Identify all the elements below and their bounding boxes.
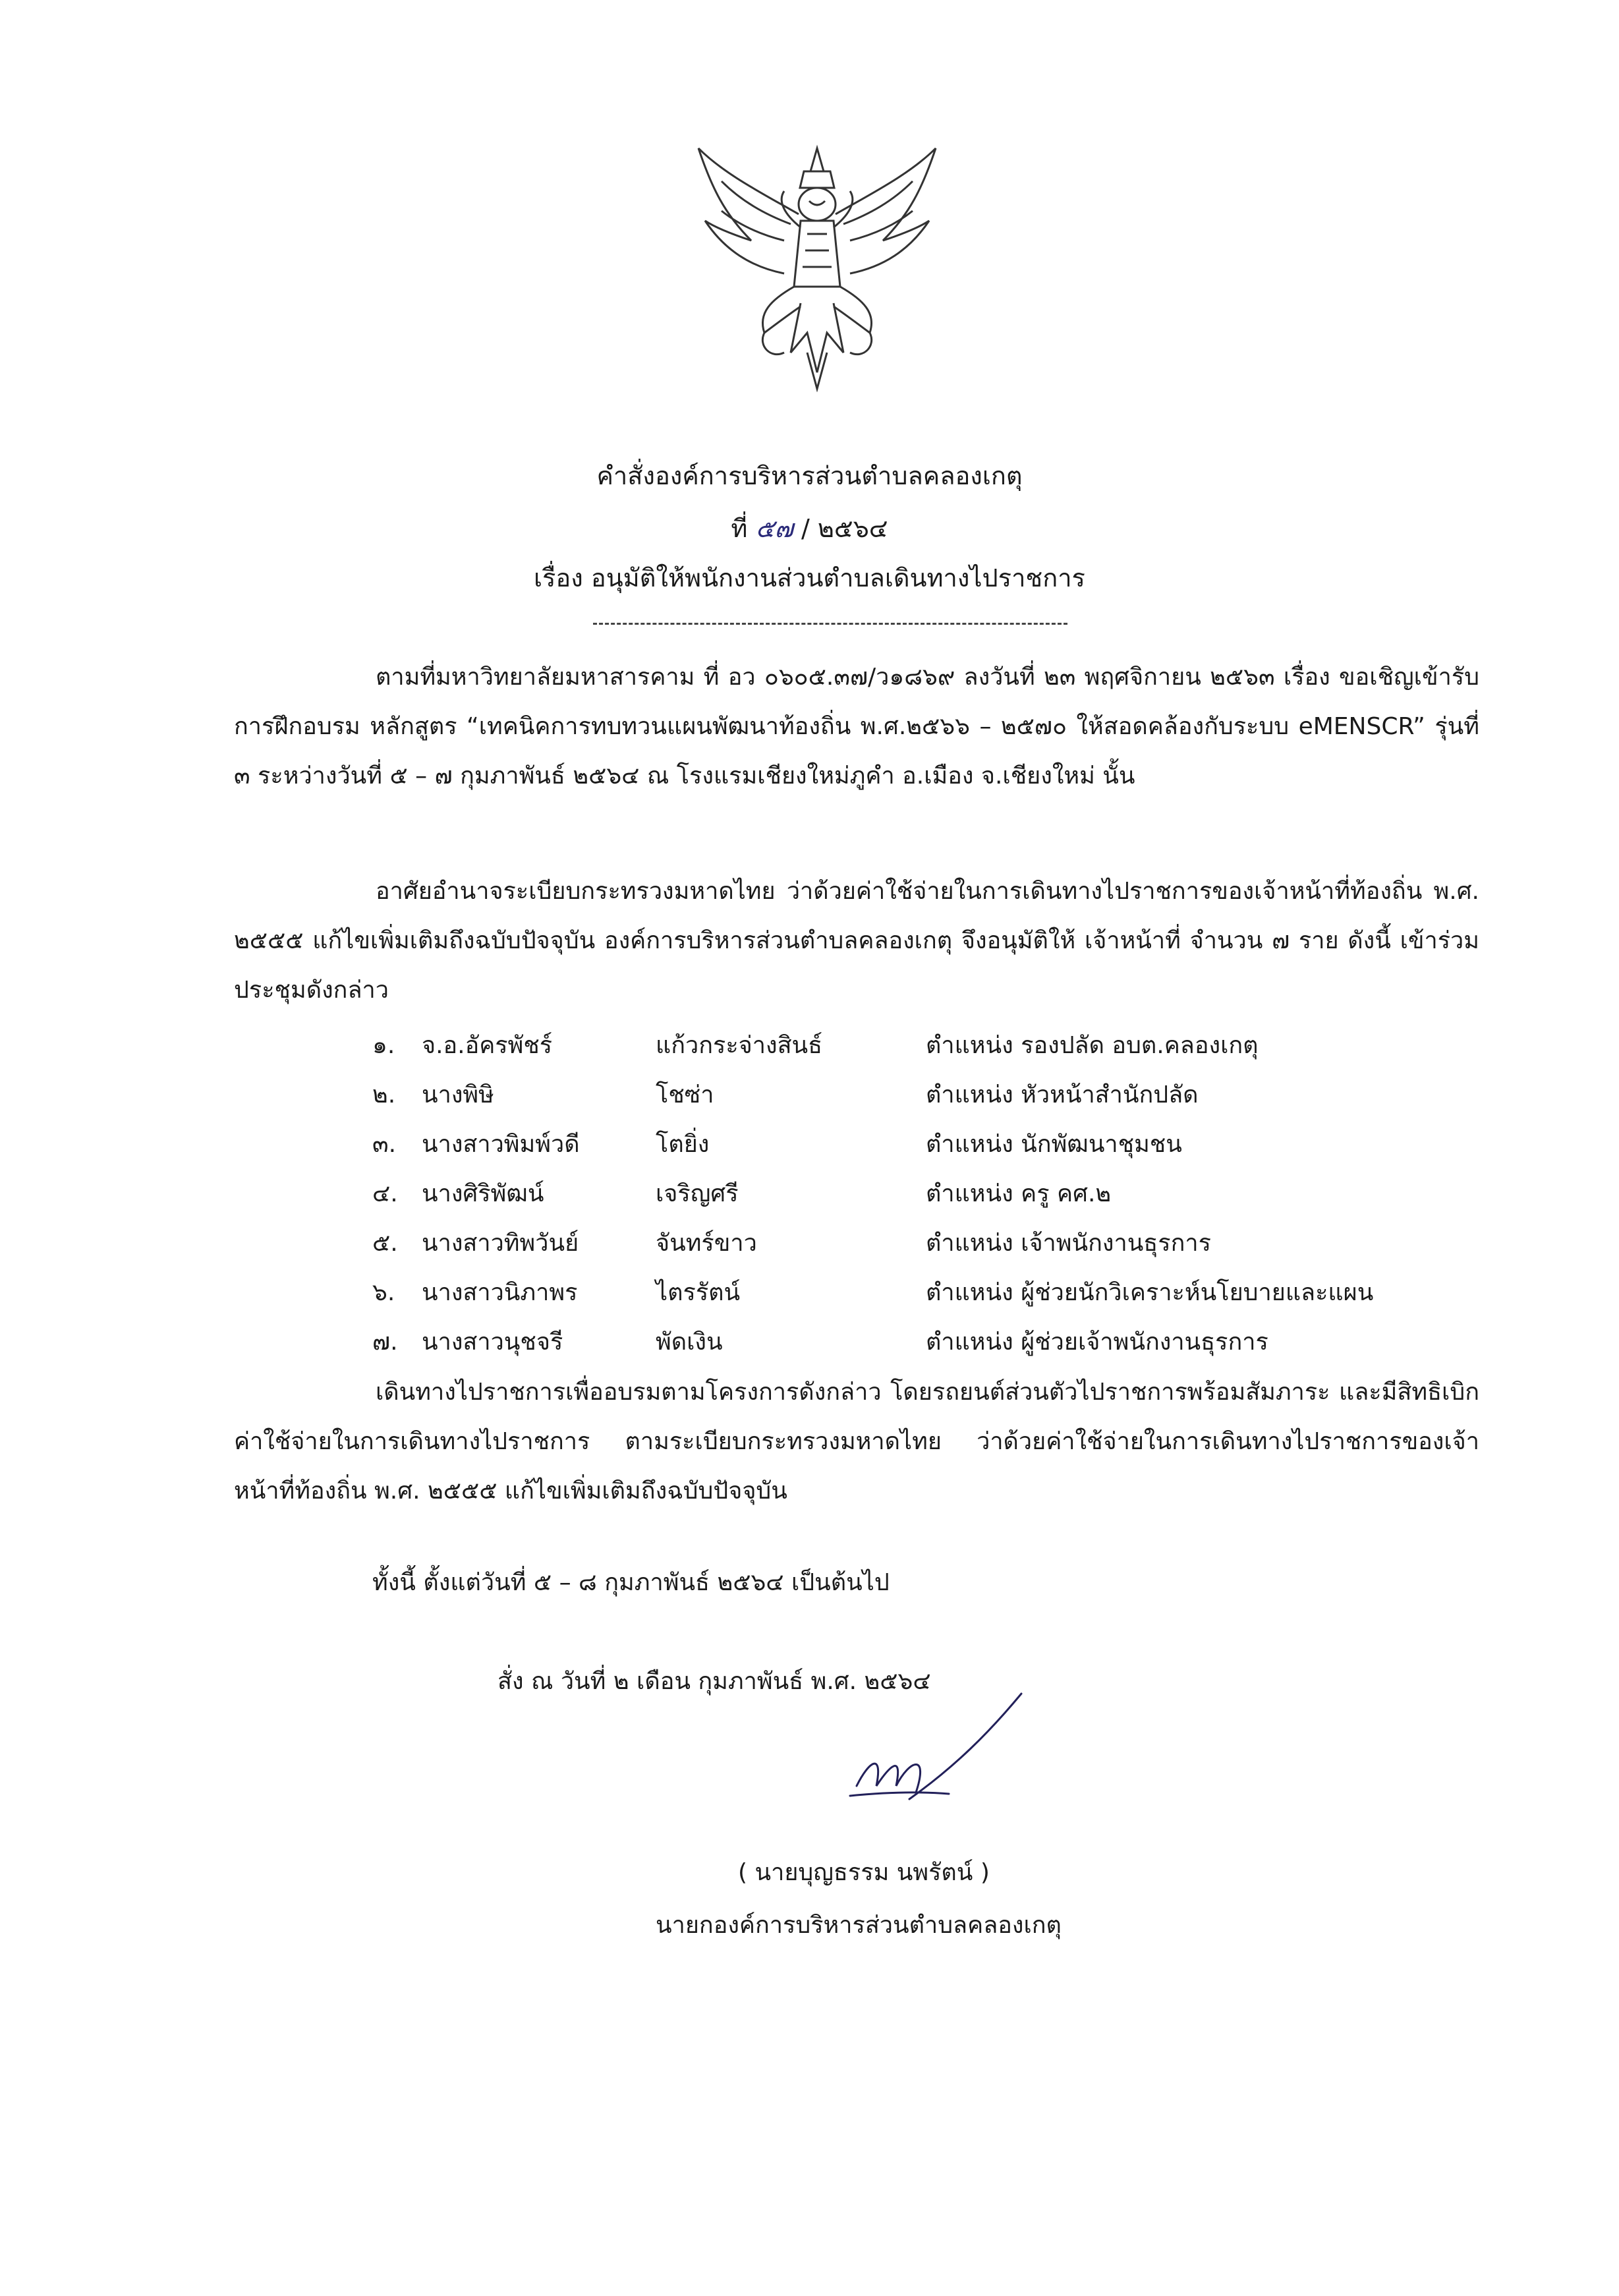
effective-date: ทั้งนี้ ตั้งแต่วันที่ ๕ – ๘ กุมภาพันธ์ ๒๕๖๔ เป็นต้นไป xyxy=(372,1569,890,1596)
staff-position: ตำแหน่ง ครู คศ.๒ xyxy=(926,1180,1112,1207)
order-number-prefix: ที่ xyxy=(731,514,748,543)
paragraph-reference: ตามที่มหาวิทยาลัยมหาสารคาม ที่ อว ๐๖๐๕.๓๗/ว๑๘๖๙ ลงวันที่ ๒๓ พฤศจิกายน ๒๕๖๓ เรื่อง ขอเชิญเข้ารับการฝึกอบรม หลักสูตร “เทคนิคการทบทวนแผนพัฒนาท้องถิ่น พ.ศ.๒๕๖๖ – ๒๕๗๐ ให้สอดคล้องกับระบบ eMENSCR” รุ่นที่ ๓ ระหว่างวันที่ ๕ – ๗ กุมภาพันธ์ ๒๕๖๔ ณ โรงแรมเชียงใหม่ภูคำ อ.เมือง จ.เชียงใหม่ นั้น xyxy=(234,664,1479,789)
order-org-title: คำสั่งองค์การบริหารส่วนตำบลคลองเกตุ xyxy=(596,461,1023,490)
handwritten-signature xyxy=(830,1687,1028,1819)
signer-title: นายกองค์การบริหารส่วนตำบลคลองเกตุ xyxy=(656,1912,1062,1939)
staff-number: ๑. xyxy=(372,1032,395,1059)
staff-first-name: นางสาวนุชจรี xyxy=(422,1329,563,1356)
signer-name: ( นายบุญธรรม นพรัตน์ ) xyxy=(738,1859,990,1886)
staff-number: ๖. xyxy=(372,1279,395,1306)
staff-last-name: เจริญศรี xyxy=(656,1180,739,1207)
staff-last-name: พัดเงิน xyxy=(656,1329,723,1356)
staff-first-name: นางสาวทิพวันย์ xyxy=(422,1230,579,1257)
paragraph-authority: อาศัยอำนาจระเบียบกระทรวงมหาดไทย ว่าด้วยค่าใช้จ่ายในการเดินทางไปราชการของเจ้าหน้าที่ท้องถิ่น พ.ศ. ๒๕๕๕ แก้ไขเพิ่มเติมถึงฉบับปัจจุบัน องค์การบริหารส่วนตำบลคลองเกตุ จึงอนุมัติให้ เจ้าหน้าที่ จำนวน ๗ ราย ดังนี้ เข้าร่วมประชุมดังกล่าว xyxy=(234,878,1479,1004)
staff-position: ตำแหน่ง นักพัฒนาชุมชน xyxy=(926,1131,1182,1158)
staff-number: ๔. xyxy=(372,1180,398,1207)
staff-number: ๕. xyxy=(372,1230,398,1257)
header-divider xyxy=(593,623,1067,625)
staff-position: ตำแหน่ง เจ้าพนักงานธุรการ xyxy=(926,1230,1211,1257)
staff-position: ตำแหน่ง ผู้ช่วยนักวิเคราะห์นโยบายและแผน xyxy=(926,1279,1374,1306)
staff-number: ๒. xyxy=(372,1081,396,1108)
staff-last-name: จันทร์ขาว xyxy=(656,1230,757,1257)
order-date: สั่ง ณ วันที่ ๒ เดือน กุมภาพันธ์ พ.ศ. ๒๕๖๔ xyxy=(497,1668,931,1695)
staff-last-name: ไตรรัตน์ xyxy=(656,1279,741,1306)
garuda-emblem-icon xyxy=(685,135,949,392)
order-number-suffix: / ๒๕๖๔ xyxy=(801,514,888,543)
staff-last-name: โชซ่า xyxy=(656,1081,714,1108)
staff-first-name: นางสาวพิมพ์วดี xyxy=(422,1131,580,1158)
staff-number: ๓. xyxy=(372,1131,397,1158)
staff-last-name: แก้วกระจ่างสินธ์ xyxy=(656,1032,823,1059)
staff-position: ตำแหน่ง หัวหน้าสำนักปลัด xyxy=(926,1081,1199,1108)
staff-position: ตำแหน่ง ผู้ช่วยเจ้าพนักงานธุรการ xyxy=(926,1329,1268,1356)
order-subject: เรื่อง อนุมัติให้พนักงานส่วนตำบลเดินทางไปราชการ xyxy=(534,563,1085,592)
paragraph-travel: เดินทางไปราชการเพื่ออบรมตามโครงการดังกล่าว โดยรถยนต์ส่วนตัวไปราชการพร้อมสัมภาระ และมีสิทธิเบิกค่าใช้จ่ายในการเดินทางไปราชการ ตามระเบียบกระทรวงมหาดไทย ว่าด้วยค่าใช้จ่ายในการเดินทางไปราชการของเจ้าหน้าที่ท้องถิ่น พ.ศ. ๒๕๕๕ แก้ไขเพิ่มเติมถึงฉบับปัจจุบัน xyxy=(234,1379,1479,1505)
staff-number: ๗. xyxy=(372,1329,398,1356)
order-number xyxy=(0,514,1619,544)
staff-first-name: นางสาวนิภาพร xyxy=(422,1279,578,1306)
staff-first-name: จ.อ.อัครพัชร์ xyxy=(422,1032,553,1059)
staff-first-name: นางพิษิ xyxy=(422,1081,494,1108)
order-number-handwritten: ๕๗ xyxy=(755,514,793,543)
staff-last-name: โตยิ่ง xyxy=(656,1131,710,1158)
staff-position: ตำแหน่ง รองปลัด อบต.คลองเกตุ xyxy=(926,1032,1259,1059)
staff-first-name: นางศิริพัฒน์ xyxy=(422,1180,544,1207)
